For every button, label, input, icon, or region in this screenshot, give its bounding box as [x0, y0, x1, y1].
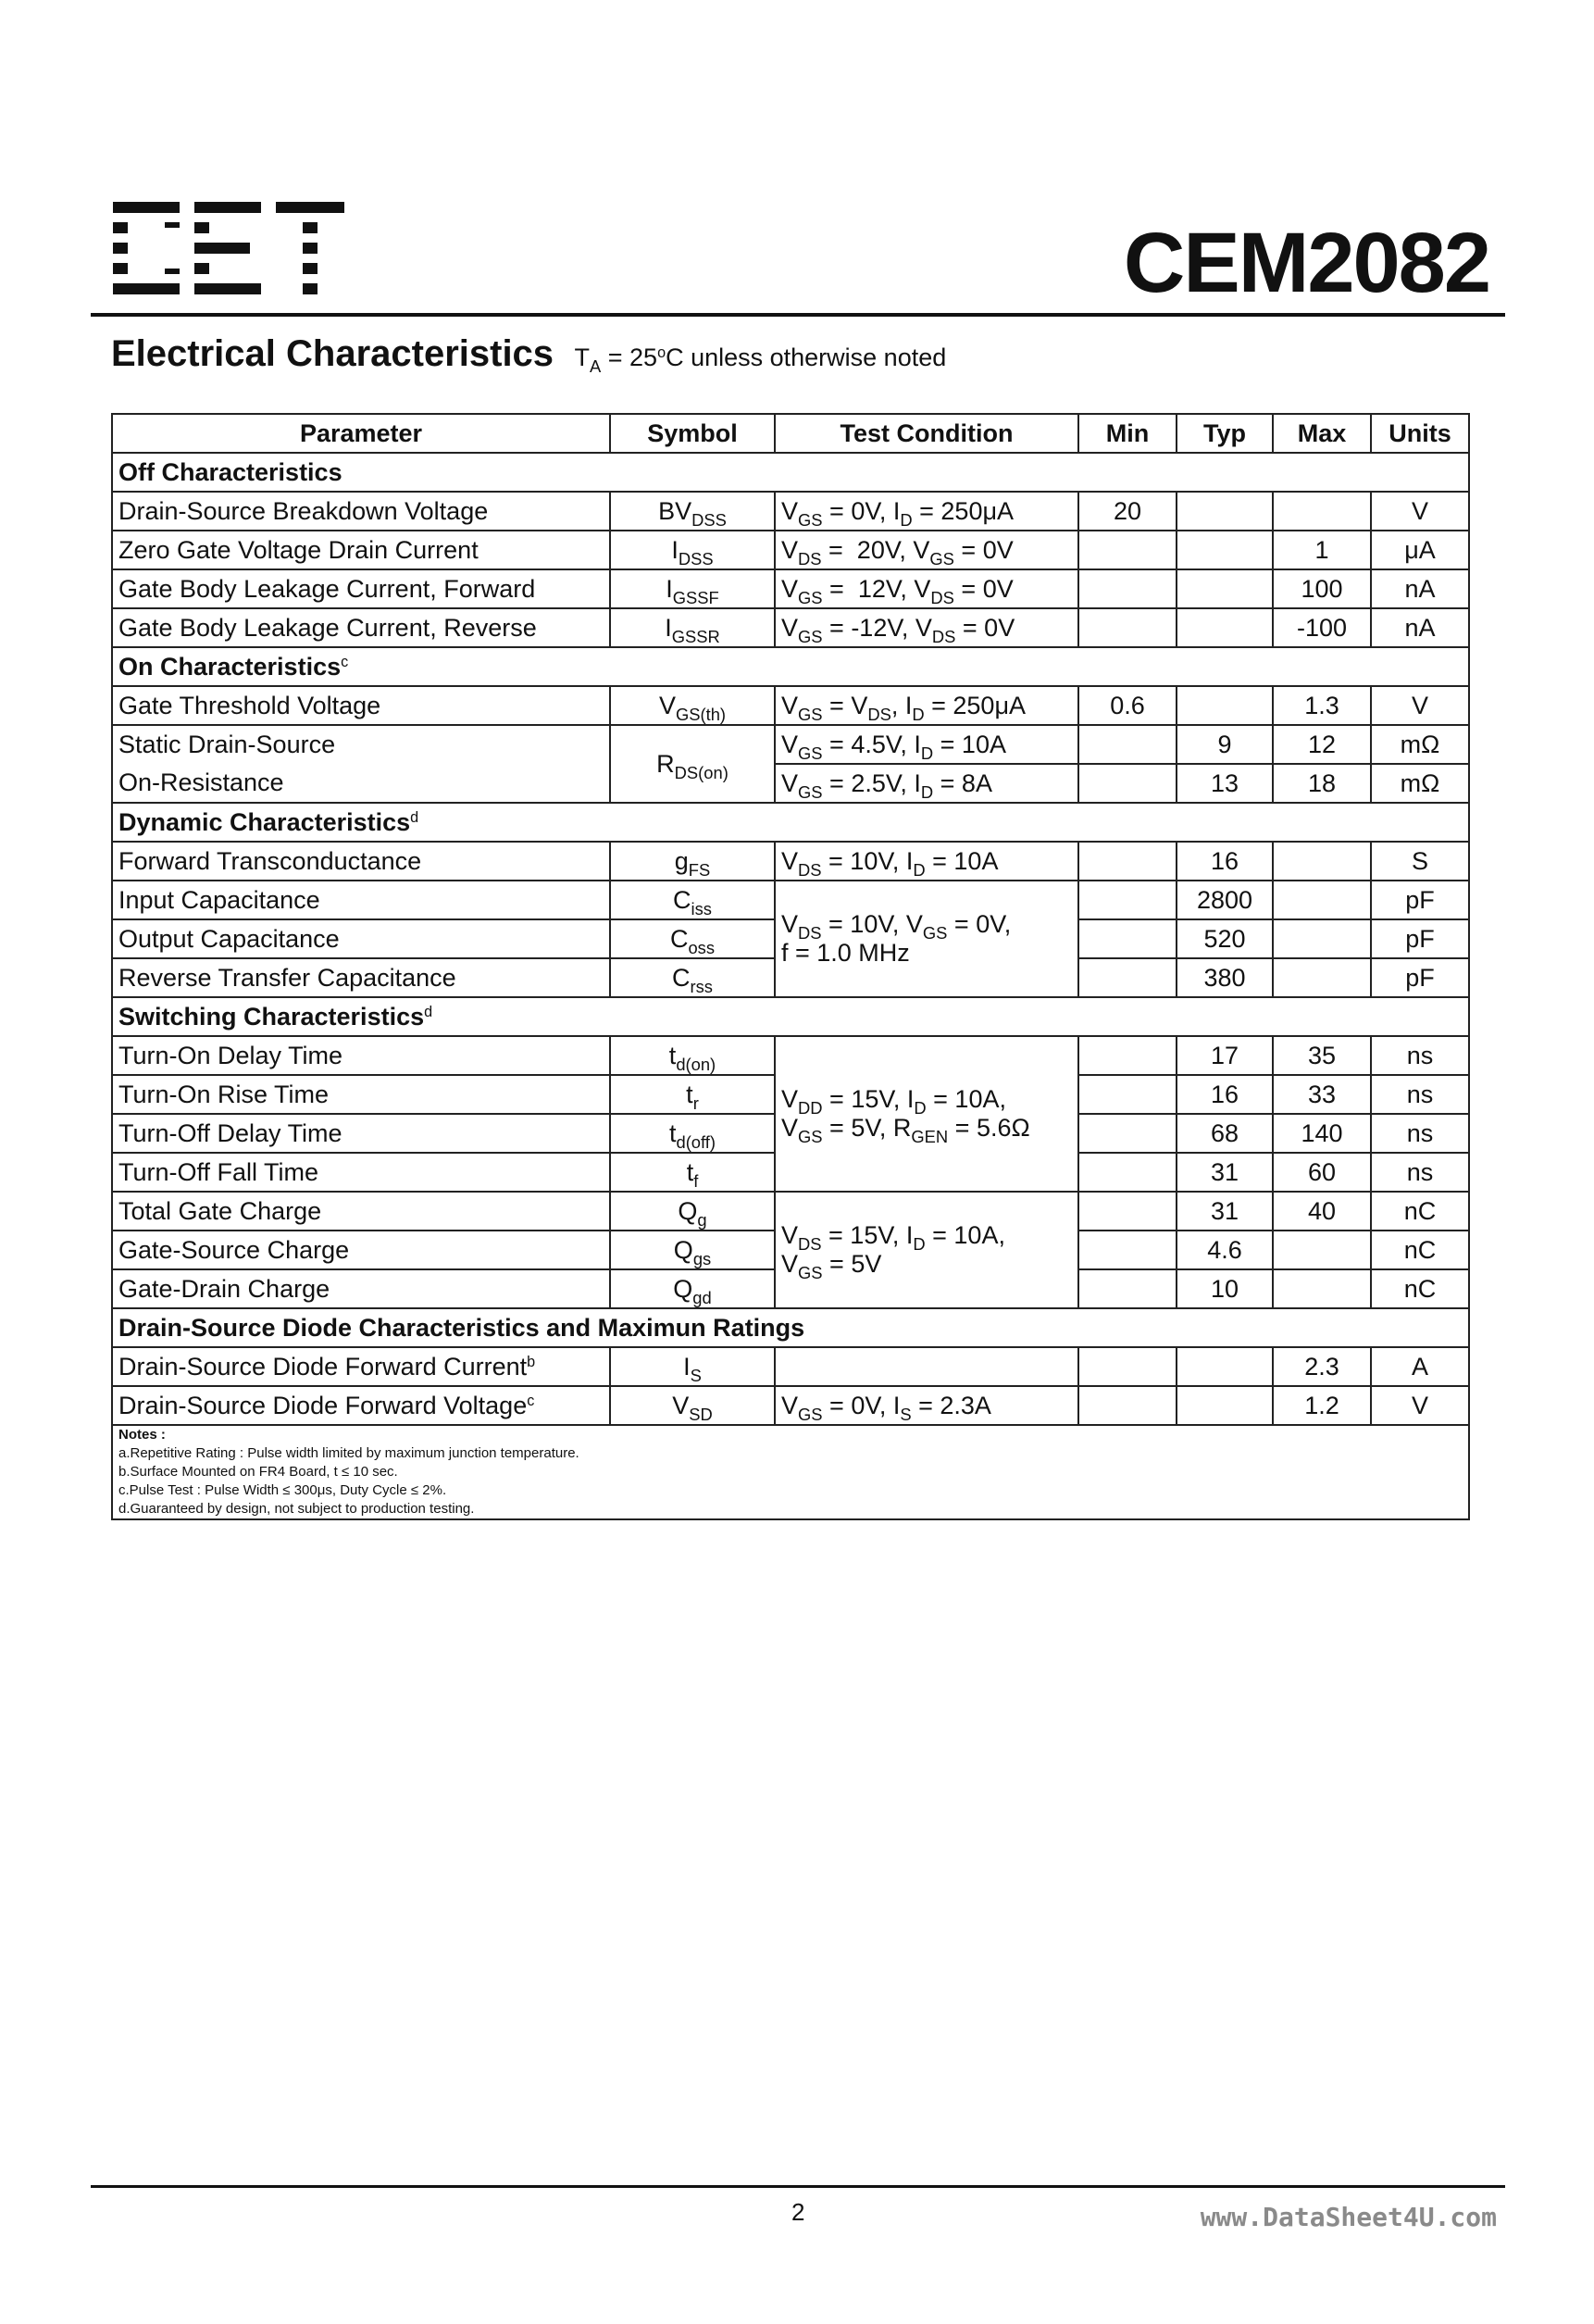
min-cell: [1078, 1347, 1177, 1386]
electrical-characteristics-table: [111, 413, 1470, 1520]
table-row: [112, 1347, 1469, 1386]
typ-cell: 10: [1177, 1269, 1273, 1308]
param-cell: Input Capacitance: [112, 881, 610, 919]
condition-cell: $V_{GS} = -12V$, $V_{DS} = 0V$: [775, 608, 1078, 647]
max-cell: 1.3: [1273, 686, 1371, 725]
symbol-cell: $V_{GS(th)}$: [610, 686, 775, 725]
min-cell: [1078, 764, 1177, 803]
min-cell: [1078, 958, 1177, 997]
param-cell: Drain-Source Breakdown Voltage: [112, 492, 610, 531]
unit-cell: nC: [1371, 1231, 1469, 1269]
symbol-cell: $I_{GSSR}$: [610, 608, 775, 647]
max-cell: 33: [1273, 1075, 1371, 1114]
column-header: Max: [1273, 414, 1371, 453]
unit-cell: ns: [1371, 1153, 1469, 1192]
typ-cell: 17: [1177, 1036, 1273, 1075]
min-cell: [1078, 569, 1177, 608]
table-header-row: [112, 414, 1469, 453]
table-row: [112, 725, 1469, 764]
param-cell: Static Drain-Source: [112, 725, 610, 764]
condition-cell: $V_{DD} = 15V$, $I_D = 10A$, $V_{GS} = 5V$, $R_{GEN} = 5.6\Omega$: [775, 1036, 1078, 1192]
max-cell: 2.3: [1273, 1347, 1371, 1386]
max-cell: [1273, 881, 1371, 919]
min-cell: [1078, 1153, 1177, 1192]
section-title-diode: Drain-Source Diode Characteristics and Maximun Ratings: [112, 1308, 1469, 1347]
symbol-cell: $V_{SD}$: [610, 1386, 775, 1425]
footer-rule: [91, 2185, 1505, 2188]
typ-cell: 31: [1177, 1153, 1273, 1192]
symbol-cell: $C_{oss}$: [610, 919, 775, 958]
typ-cell: 380: [1177, 958, 1273, 997]
notes-row: [112, 1425, 1469, 1519]
table-row: [112, 1386, 1469, 1425]
condition-cell: $V_{GS} = 2.5V$, $I_D = 8A$: [775, 764, 1078, 803]
table-row: [112, 686, 1469, 725]
min-cell: [1078, 725, 1177, 764]
min-cell: 20: [1078, 492, 1177, 531]
min-cell: [1078, 1231, 1177, 1269]
section-row: [112, 1308, 1469, 1347]
symbol-cell: $C_{rss}$: [610, 958, 775, 997]
max-cell: [1273, 958, 1371, 997]
typ-cell: [1177, 492, 1273, 531]
param-cell: Gate Body Leakage Current, Forward: [112, 569, 610, 608]
min-cell: [1078, 1036, 1177, 1075]
condition-cell: $V_{GS} = 12V$, $V_{DS} = 0V$: [775, 569, 1078, 608]
unit-cell: ns: [1371, 1114, 1469, 1153]
typ-cell: [1177, 1386, 1273, 1425]
param-cell: Gate-Drain Charge: [112, 1269, 610, 1308]
max-cell: 12: [1273, 725, 1371, 764]
unit-cell: nC: [1371, 1192, 1469, 1231]
typ-cell: 9: [1177, 725, 1273, 764]
max-cell: 60: [1273, 1153, 1371, 1192]
section-row: [112, 803, 1469, 842]
notes-title: Notes :: [118, 1427, 166, 1443]
param-cell: Gate Threshold Voltage: [112, 686, 610, 725]
note-item: a.Repetitive Rating : Pulse width limited by maximum junction temperature.: [118, 1445, 579, 1461]
condition-cell: $V_{GS} = V_{DS}$, $I_D = 250\mu A$: [775, 686, 1078, 725]
section-row: [112, 997, 1469, 1036]
condition-cell: $V_{GS} = 4.5V$, $I_D = 10A$: [775, 725, 1078, 764]
column-header: Symbol: [610, 414, 775, 453]
typ-cell: [1177, 569, 1273, 608]
unit-cell: ns: [1371, 1075, 1469, 1114]
typ-cell: [1177, 608, 1273, 647]
unit-cell: nA: [1371, 569, 1469, 608]
column-header: Test Condition: [775, 414, 1078, 453]
table-row: [112, 881, 1469, 919]
section-row: [112, 453, 1469, 492]
max-cell: [1273, 842, 1371, 881]
note-item: c.Pulse Test : Pulse Width ≤ 300μs, Duty Cycle ≤ 2%.: [118, 1482, 447, 1498]
symbol-cell: $I_{DSS}$: [610, 531, 775, 569]
min-cell: [1078, 531, 1177, 569]
max-cell: [1273, 1269, 1371, 1308]
symbol-cell: $t_r$: [610, 1075, 775, 1114]
min-cell: [1078, 919, 1177, 958]
symbol-cell: $BV_{DSS}$: [610, 492, 775, 531]
unit-cell: nA: [1371, 608, 1469, 647]
param-cell: Turn-On Delay Time: [112, 1036, 610, 1075]
param-cell: Gate-Source Charge: [112, 1231, 610, 1269]
unit-cell: ns: [1371, 1036, 1469, 1075]
unit-cell: μA: [1371, 531, 1469, 569]
param-cell: Drain-Source Diode Forward Current$^b$: [112, 1347, 610, 1386]
condition-cell: $V_{DS} = 10V$, $I_D = 10A$: [775, 842, 1078, 881]
max-cell: 140: [1273, 1114, 1371, 1153]
column-header: Typ: [1177, 414, 1273, 453]
column-header: Min: [1078, 414, 1177, 453]
notes-cell: [112, 1425, 1469, 1519]
symbol-cell: $Q_{gd}$: [610, 1269, 775, 1308]
param-cell: Turn-On Rise Time: [112, 1075, 610, 1114]
param-cell: Zero Gate Voltage Drain Current: [112, 531, 610, 569]
param-cell: Reverse Transfer Capacitance: [112, 958, 610, 997]
part-number: CEM2082: [1123, 216, 1489, 310]
condition-cell: $V_{GS} = 0V$, $I_S = 2.3A$: [775, 1386, 1078, 1425]
symbol-cell: $Q_g$: [610, 1192, 775, 1231]
symbol-cell: $g_{FS}$: [610, 842, 775, 881]
section-title-off: Off Characteristics: [112, 453, 1469, 492]
min-cell: [1078, 881, 1177, 919]
page-number: 2: [791, 2198, 805, 2226]
typ-cell: 4.6: [1177, 1231, 1273, 1269]
unit-cell: V: [1371, 492, 1469, 531]
typ-cell: [1177, 531, 1273, 569]
min-cell: [1078, 1075, 1177, 1114]
max-cell: 35: [1273, 1036, 1371, 1075]
section-title-on: On Characteristics$^c$: [112, 647, 1469, 686]
min-cell: [1078, 608, 1177, 647]
min-cell: [1078, 1192, 1177, 1231]
max-cell: [1273, 492, 1371, 531]
unit-cell: V: [1371, 1386, 1469, 1425]
max-cell: [1273, 1231, 1371, 1269]
max-cell: 18: [1273, 764, 1371, 803]
unit-cell: S: [1371, 842, 1469, 881]
param-cell: Total Gate Charge: [112, 1192, 610, 1231]
typ-cell: 68: [1177, 1114, 1273, 1153]
param-cell: Turn-Off Fall Time: [112, 1153, 610, 1192]
typ-cell: 31: [1177, 1192, 1273, 1231]
typ-cell: 16: [1177, 1075, 1273, 1114]
column-header: Parameter: [112, 414, 610, 453]
note-item: d.Guaranteed by design, not subject to production testing.: [118, 1501, 475, 1517]
min-cell: [1078, 1269, 1177, 1308]
param-cell: Output Capacitance: [112, 919, 610, 958]
header-rule: [91, 313, 1505, 317]
unit-cell: mΩ: [1371, 725, 1469, 764]
table-row: [112, 569, 1469, 608]
max-cell: 100: [1273, 569, 1371, 608]
symbol-cell: $Q_{gs}$: [610, 1231, 775, 1269]
max-cell: [1273, 919, 1371, 958]
condition-cell: $V_{GS} = 0V$, $I_D = 250\mu A$: [775, 492, 1078, 531]
param-cell: Forward Transconductance: [112, 842, 610, 881]
symbol-cell: $I_{GSSF}$: [610, 569, 775, 608]
param-cell: On-Resistance: [112, 764, 610, 803]
max-cell: 1.2: [1273, 1386, 1371, 1425]
section-row: [112, 647, 1469, 686]
typ-cell: [1177, 686, 1273, 725]
note-item: b.Surface Mounted on FR4 Board, t ≤ 10 sec.: [118, 1464, 398, 1480]
section-condition: $T_A = 25^oC$ unless otherwise noted: [574, 344, 947, 376]
unit-cell: mΩ: [1371, 764, 1469, 803]
condition-cell: [775, 1347, 1078, 1386]
param-cell: Turn-Off Delay Time: [112, 1114, 610, 1153]
typ-cell: [1177, 1347, 1273, 1386]
min-cell: [1078, 1386, 1177, 1425]
max-cell: 40: [1273, 1192, 1371, 1231]
unit-cell: pF: [1371, 919, 1469, 958]
table-row: [112, 842, 1469, 881]
symbol-cell: $R_{DS(on)}$: [610, 725, 775, 803]
condition-cell: $V_{DS} = 10V$, $V_{GS} = 0V$, f = 1.0 MHz: [775, 881, 1078, 997]
site-url-watermark: www.DataSheet4U.com: [1200, 2202, 1497, 2232]
section-title-dynamic: Dynamic Characteristics$^d$: [112, 803, 1469, 842]
table-row: [112, 764, 1469, 803]
max-cell: -100: [1273, 608, 1371, 647]
typ-cell: 16: [1177, 842, 1273, 881]
unit-cell: V: [1371, 686, 1469, 725]
param-cell: Gate Body Leakage Current, Reverse: [112, 608, 610, 647]
symbol-cell: $t_{d(on)}$: [610, 1036, 775, 1075]
max-cell: 1: [1273, 531, 1371, 569]
param-cell: Drain-Source Diode Forward Voltage$^c$: [112, 1386, 610, 1425]
unit-cell: A: [1371, 1347, 1469, 1386]
unit-cell: pF: [1371, 881, 1469, 919]
typ-cell: 520: [1177, 919, 1273, 958]
typ-cell: 13: [1177, 764, 1273, 803]
table-row: [112, 492, 1469, 531]
min-cell: [1078, 842, 1177, 881]
symbol-cell: $I_S$: [610, 1347, 775, 1386]
condition-cell: $V_{DS} = 15V$, $I_D = 10A$, $V_{GS} = 5V$: [775, 1192, 1078, 1308]
min-cell: [1078, 1114, 1177, 1153]
symbol-cell: $t_{d(off)}$: [610, 1114, 775, 1153]
min-cell: 0.6: [1078, 686, 1177, 725]
table-row: [112, 1036, 1469, 1075]
symbol-cell: $t_f$: [610, 1153, 775, 1192]
unit-cell: pF: [1371, 958, 1469, 997]
typ-cell: 2800: [1177, 881, 1273, 919]
table-row: [112, 531, 1469, 569]
condition-cell: $V_{DS} = 20V$, $V_{GS} = 0V$: [775, 531, 1078, 569]
table-row: [112, 608, 1469, 647]
section-heading: [111, 333, 946, 375]
unit-cell: nC: [1371, 1269, 1469, 1308]
symbol-cell: $C_{iss}$: [610, 881, 775, 919]
column-header: Units: [1371, 414, 1469, 453]
cet-logo: [113, 202, 344, 294]
section-title-switching: Switching Characteristics$^d$: [112, 997, 1469, 1036]
table-row: [112, 1192, 1469, 1231]
section-title: Electrical Characteristics: [111, 333, 554, 374]
